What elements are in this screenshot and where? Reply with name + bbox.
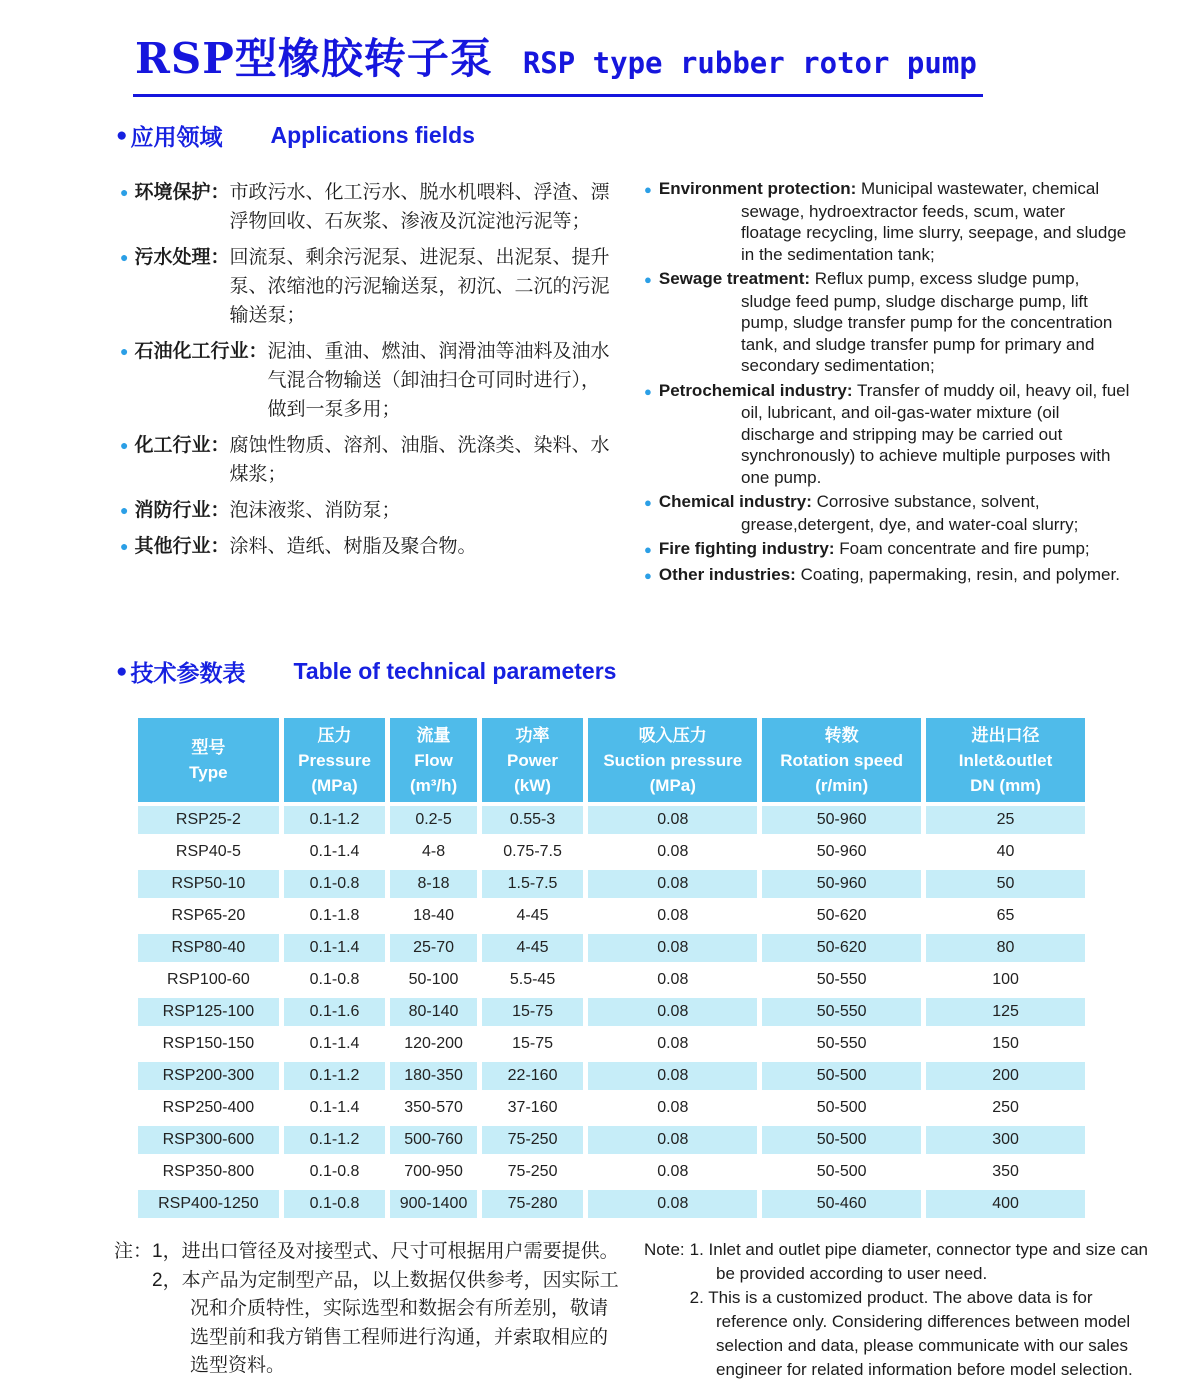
table-cell: 50-620 bbox=[762, 934, 921, 962]
table-cell: RSP150-150 bbox=[138, 1030, 279, 1058]
table-header-cell-power bbox=[482, 718, 584, 802]
table-cell: 0.1-1.6 bbox=[284, 998, 386, 1026]
table-cell: 700-950 bbox=[390, 1158, 476, 1186]
table-cell: 0.08 bbox=[588, 838, 757, 866]
table-cell: 400 bbox=[926, 1190, 1085, 1218]
bullet-icon: ● bbox=[120, 502, 129, 518]
item-label: 环境保护： bbox=[134, 182, 230, 203]
page-title-zh: RSP型橡胶转子泵 bbox=[135, 34, 493, 83]
table-cell: 0.08 bbox=[588, 902, 757, 930]
note-item: 2. This is a customized product. The above data is for reference only. Considering differences between model selection and data, please communicate with our sales engineer for related information before model selection. bbox=[689, 1288, 1133, 1379]
table-row bbox=[138, 1190, 1085, 1218]
column-label-en: Suction pressure bbox=[603, 750, 743, 770]
table-cell: 50-960 bbox=[762, 838, 921, 866]
table-cell: 8-18 bbox=[390, 870, 476, 898]
table-cell: 125 bbox=[926, 998, 1085, 1026]
table-row bbox=[138, 870, 1085, 898]
table-cell: 65 bbox=[926, 902, 1085, 930]
bullet-icon: ● bbox=[644, 542, 652, 557]
table-header-cell-inlet-outlet bbox=[926, 718, 1085, 802]
notes-section bbox=[114, 1238, 1200, 1382]
table-cell: 50-500 bbox=[762, 1126, 921, 1154]
item-label: 石油化工行业： bbox=[134, 341, 268, 362]
table-cell: 500-760 bbox=[390, 1126, 476, 1154]
application-item-en bbox=[644, 380, 1130, 489]
column-unit: (MPa) bbox=[311, 775, 358, 795]
table-row bbox=[138, 1094, 1085, 1122]
table-cell: RSP80-40 bbox=[138, 934, 279, 962]
table-cell: 0.08 bbox=[588, 1030, 757, 1058]
bullet-icon: ● bbox=[120, 184, 129, 200]
table-cell: 4-45 bbox=[482, 902, 584, 930]
table-cell: 50-550 bbox=[762, 998, 921, 1026]
table-cell: 0.1-1.4 bbox=[284, 1030, 386, 1058]
item-text: Foam concentrate and fire pump; bbox=[839, 539, 1090, 558]
application-item-zh bbox=[120, 496, 616, 525]
table-cell: 50-550 bbox=[762, 966, 921, 994]
table-cell: 50-500 bbox=[762, 1062, 921, 1090]
bullet-icon: ● bbox=[644, 182, 652, 197]
table-cell: RSP65-20 bbox=[138, 902, 279, 930]
table-header-cell-suction-pressure bbox=[588, 718, 757, 802]
item-text: Corrosive substance, solvent, grease,detergent, dye, and water-coal slurry; bbox=[741, 492, 1079, 534]
table-cell: 4-45 bbox=[482, 934, 584, 962]
parameters-table-body bbox=[138, 806, 1085, 1218]
table-cell: 300 bbox=[926, 1126, 1085, 1154]
table-cell: 120-200 bbox=[390, 1030, 476, 1058]
table-cell: 0.1-1.4 bbox=[284, 1094, 386, 1122]
item-label: Environment protection: bbox=[658, 179, 857, 198]
item-text: 泡沫液浆、消防泵； bbox=[229, 500, 401, 521]
table-cell: 0.1-0.8 bbox=[284, 870, 386, 898]
table-cell: 150 bbox=[926, 1030, 1085, 1058]
table-cell: RSP350-800 bbox=[138, 1158, 279, 1186]
item-label: 消防行业： bbox=[134, 500, 230, 521]
column-label-en: Power bbox=[507, 750, 559, 770]
table-cell: 0.08 bbox=[588, 870, 757, 898]
parameters-heading bbox=[116, 655, 1200, 688]
table-cell: RSP250-400 bbox=[138, 1094, 279, 1122]
page-title-en: RSP type rubber rotor pump bbox=[522, 46, 977, 80]
table-row bbox=[138, 838, 1085, 866]
application-item-zh bbox=[120, 243, 616, 330]
column-label-zh: 压力 bbox=[317, 725, 352, 745]
table-cell: 1.5-7.5 bbox=[482, 870, 584, 898]
table-cell: 180-350 bbox=[390, 1062, 476, 1090]
application-item-en bbox=[644, 178, 1130, 265]
table-cell: 0.08 bbox=[588, 806, 757, 834]
table-cell: 0.08 bbox=[588, 934, 757, 962]
table-cell: 0.1-0.8 bbox=[284, 1190, 386, 1218]
application-item-zh bbox=[120, 532, 616, 561]
table-cell: 0.08 bbox=[588, 1158, 757, 1186]
table-cell: 0.08 bbox=[588, 1126, 757, 1154]
table-cell: 15-75 bbox=[482, 1030, 584, 1058]
table-header-cell-pressure bbox=[284, 718, 386, 802]
item-text: Coating, papermaking, resin, and polymer. bbox=[800, 564, 1120, 584]
table-cell: 50-500 bbox=[762, 1158, 921, 1186]
table-header-cell-flow bbox=[390, 718, 476, 802]
parameters-heading-zh: 技术参数表 bbox=[130, 660, 246, 686]
note-items-en bbox=[690, 1238, 1149, 1382]
table-cell: 0.1-1.2 bbox=[284, 1062, 386, 1090]
application-item-en bbox=[644, 268, 1130, 377]
table-cell: RSP125-100 bbox=[138, 998, 279, 1026]
table-cell: 0.1-1.2 bbox=[284, 1126, 386, 1154]
table-cell: 0.55-3 bbox=[482, 806, 584, 834]
table-cell: 50-100 bbox=[390, 966, 476, 994]
table-cell: 25 bbox=[926, 806, 1085, 834]
table-header-cell-rotation-speed bbox=[762, 718, 921, 802]
table-cell: 0.1-1.4 bbox=[284, 934, 386, 962]
table-cell: 900-1400 bbox=[390, 1190, 476, 1218]
applications-list-en bbox=[644, 178, 1130, 589]
table-row bbox=[138, 934, 1085, 962]
applications-heading-en: Applications fields bbox=[270, 122, 475, 148]
table-cell: 0.1-1.4 bbox=[284, 838, 386, 866]
table-cell: 50-460 bbox=[762, 1190, 921, 1218]
table-cell: 80-140 bbox=[390, 998, 476, 1026]
parameters-table bbox=[133, 714, 1090, 1222]
table-row bbox=[138, 1126, 1085, 1154]
item-text: 泥油、重油、燃油、润滑油等油料及油水气混合物输送（卸油扫仓可同时进行），做到一泵多用； bbox=[267, 341, 610, 420]
note-item: 1，进出口管径及对接型式、尺寸可根据用户需要提供。 bbox=[152, 1241, 619, 1262]
table-cell: 0.08 bbox=[588, 1094, 757, 1122]
item-label: Sewage treatment: bbox=[658, 269, 811, 288]
item-label: Chemical industry: bbox=[658, 492, 812, 511]
table-cell: 75-250 bbox=[482, 1126, 584, 1154]
table-cell: 4-8 bbox=[390, 838, 476, 866]
bullet-icon: ● bbox=[120, 343, 129, 359]
column-label-en: Flow bbox=[414, 750, 453, 770]
table-cell: 50-960 bbox=[762, 870, 921, 898]
table-cell: RSP300-600 bbox=[138, 1126, 279, 1154]
table-cell: 25-70 bbox=[390, 934, 476, 962]
column-unit: (MPa) bbox=[649, 775, 696, 795]
item-label: 其他行业： bbox=[134, 536, 230, 557]
item-text: 涂料、造纸、树脂及聚合物。 bbox=[229, 536, 477, 557]
item-text: Municipal wastewater, chemical sewage, hydroextractor feeds, scum, water floatage recycling, lime slurry, seepage, and sludge in the sedimentation tank; bbox=[741, 179, 1127, 264]
table-cell: 50-960 bbox=[762, 806, 921, 834]
note-item: 2，本产品为定制型产品，以上数据仅供参考，因实际工况和介质特性，实际选型和数据会有所差别，敬请选型前和我方销售工程师进行沟通，并索取相应的选型资料。 bbox=[152, 1269, 619, 1376]
table-cell: 0.08 bbox=[588, 1062, 757, 1090]
item-text: Transfer of muddy oil, heavy oil, fuel oil, lubricant, and oil-gas-water mixture (oil discharge and stripping may be carried out synchronously) to achieve multiple purposes with one pump. bbox=[741, 380, 1130, 487]
application-item-zh bbox=[120, 431, 616, 489]
column-unit: (kW) bbox=[514, 775, 551, 795]
table-header-row bbox=[138, 718, 1085, 802]
bullet-icon: ● bbox=[644, 495, 652, 510]
application-item-en bbox=[644, 491, 1130, 535]
item-text: 市政污水、化工污水、脱水机喂料、浮渣、漂浮物回收、石灰浆、渗液及沉淀池污泥等； bbox=[229, 182, 610, 232]
application-item-zh bbox=[120, 178, 616, 236]
table-cell: RSP400-1250 bbox=[138, 1190, 279, 1218]
note-zh bbox=[114, 1238, 626, 1382]
column-label-en: Rotation speed bbox=[780, 750, 904, 770]
table-row bbox=[138, 998, 1085, 1026]
column-label-en: Pressure bbox=[298, 750, 371, 770]
table-cell: 250 bbox=[926, 1094, 1085, 1122]
table-cell: RSP200-300 bbox=[138, 1062, 279, 1090]
table-cell: 350-570 bbox=[390, 1094, 476, 1122]
note-en bbox=[644, 1238, 1149, 1382]
table-row bbox=[138, 966, 1085, 994]
item-label: 污水处理： bbox=[134, 247, 230, 268]
note-prefix-en: Note: bbox=[644, 1240, 685, 1259]
column-label-zh: 吸入压力 bbox=[638, 725, 707, 745]
item-label: Petrochemical industry: bbox=[658, 380, 853, 400]
item-label: Other industries: bbox=[658, 564, 796, 584]
table-cell: 50-620 bbox=[762, 902, 921, 930]
application-item-zh bbox=[120, 337, 616, 424]
applications-list-zh bbox=[120, 178, 616, 589]
table-cell: RSP50-10 bbox=[138, 870, 279, 898]
table-cell: 22-160 bbox=[482, 1062, 584, 1090]
bullet-icon: ● bbox=[644, 567, 652, 583]
table-row bbox=[138, 1062, 1085, 1090]
applications-section bbox=[120, 178, 1200, 589]
table-row bbox=[138, 1158, 1085, 1186]
bullet-icon: ● bbox=[120, 538, 129, 554]
item-label: Fire fighting industry: bbox=[658, 539, 835, 558]
page-title bbox=[133, 26, 983, 97]
note-items-zh bbox=[152, 1238, 626, 1382]
table-cell: 0.1-0.8 bbox=[284, 966, 386, 994]
table-cell: 40 bbox=[926, 838, 1085, 866]
application-item-en bbox=[644, 538, 1130, 561]
table-cell: RSP25-2 bbox=[138, 806, 279, 834]
note-item: 1. Inlet and outlet pipe diameter, connector type and size can be provided according to user need. bbox=[689, 1240, 1148, 1283]
table-cell: RSP40-5 bbox=[138, 838, 279, 866]
table-cell: 75-250 bbox=[482, 1158, 584, 1186]
table-cell: 50-550 bbox=[762, 1030, 921, 1058]
item-label: 化工行业： bbox=[134, 435, 230, 456]
table-cell: 0.75-7.5 bbox=[482, 838, 584, 866]
column-unit: (r/min) bbox=[815, 775, 869, 795]
note-prefix-zh: 注： bbox=[114, 1241, 153, 1262]
table-cell: 0.1-1.8 bbox=[284, 902, 386, 930]
table-cell: 0.08 bbox=[588, 998, 757, 1026]
table-cell: 15-75 bbox=[482, 998, 584, 1026]
parameters-heading-en: Table of technical parameters bbox=[293, 658, 617, 684]
column-label-en: Inlet&outlet bbox=[958, 750, 1053, 770]
application-item-en bbox=[644, 564, 1130, 587]
section-bullet-icon: ● bbox=[116, 661, 128, 682]
table-cell: 0.1-0.8 bbox=[284, 1158, 386, 1186]
item-text: 腐蚀性物质、溶剂、油脂、洗涤类、染料、水煤浆； bbox=[229, 435, 610, 485]
bullet-icon: ● bbox=[644, 272, 652, 287]
table-cell: 50 bbox=[926, 870, 1085, 898]
table-cell: RSP100-60 bbox=[138, 966, 279, 994]
table-cell: 5.5-45 bbox=[482, 966, 584, 994]
applications-heading bbox=[116, 119, 1200, 152]
item-text: 回流泵、剩余污泥泵、进泥泵、出泥泵、提升泵、浓缩池的污泥输送泵，初沉、二沉的污泥输送泵； bbox=[229, 247, 610, 326]
column-unit: DN (mm) bbox=[970, 775, 1041, 795]
bullet-icon: ● bbox=[120, 249, 129, 265]
table-cell: 0.1-1.2 bbox=[284, 806, 386, 834]
table-row bbox=[138, 1030, 1085, 1058]
table-header-cell-type bbox=[138, 718, 279, 802]
section-bullet-icon: ● bbox=[116, 125, 128, 146]
column-label-zh: 流量 bbox=[416, 725, 451, 745]
bullet-icon: ● bbox=[644, 383, 652, 399]
table-cell: 0.08 bbox=[588, 966, 757, 994]
bullet-icon: ● bbox=[120, 437, 129, 453]
column-label-zh: 进出口径 bbox=[971, 725, 1040, 745]
table-cell: 350 bbox=[926, 1158, 1085, 1186]
table-cell: 37-160 bbox=[482, 1094, 584, 1122]
table-cell: 18-40 bbox=[390, 902, 476, 930]
table-cell: 0.2-5 bbox=[390, 806, 476, 834]
column-label-zh: 型号 bbox=[191, 738, 226, 757]
column-label-zh: 功率 bbox=[515, 725, 550, 745]
column-label-zh: 转数 bbox=[824, 725, 859, 745]
column-label-en: Type bbox=[189, 763, 228, 782]
table-cell: 100 bbox=[926, 966, 1085, 994]
table-cell: 80 bbox=[926, 934, 1085, 962]
table-cell: 75-280 bbox=[482, 1190, 584, 1218]
table-row bbox=[138, 902, 1085, 930]
item-text: Reflux pump, excess sludge pump, sludge feed pump, sludge discharge pump, lift pump, sludge transfer pump for the concentration tank, and sludge transfer pump for primary and secondary sedimentation; bbox=[741, 269, 1113, 375]
column-unit: (m³/h) bbox=[409, 775, 458, 795]
table-cell: 0.08 bbox=[588, 1190, 757, 1218]
table-cell: 200 bbox=[926, 1062, 1085, 1090]
table-row bbox=[138, 806, 1085, 834]
applications-heading-zh: 应用领域 bbox=[130, 124, 223, 150]
table-cell: 50-500 bbox=[762, 1094, 921, 1122]
